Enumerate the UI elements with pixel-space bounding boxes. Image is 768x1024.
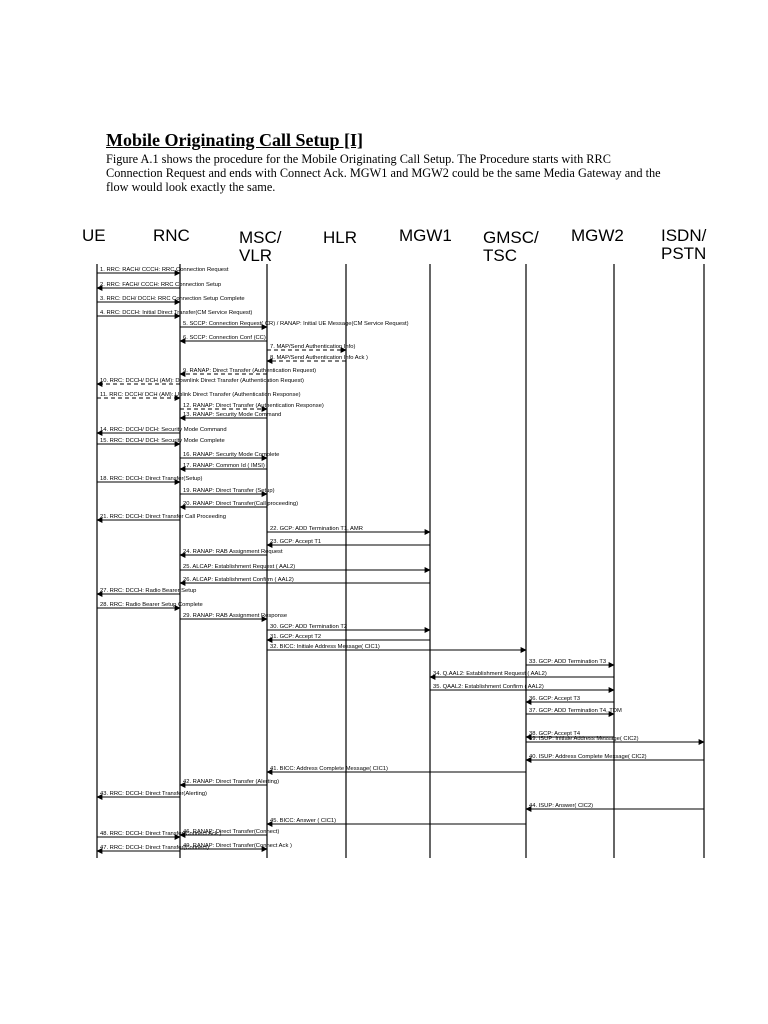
message-17: [180, 463, 267, 469]
message-label: 3. RRC: DCH/ DCCH: RRC Connection Setup Complete: [100, 296, 245, 302]
message-label: 36. GCP: Accept T3: [529, 696, 581, 702]
page-title: Mobile Originating Call Setup [I]: [106, 130, 364, 150]
message-49: [180, 843, 292, 849]
message-label: 46. RANAP: Direct Transfer(Connect): [183, 829, 280, 835]
message-label: 38. GCP: Accept T4: [529, 731, 581, 737]
entity-label-line: MGW2: [571, 226, 624, 245]
entity-label-mgw1: [399, 226, 452, 245]
message-24: [180, 549, 283, 555]
message-4: [97, 310, 252, 316]
entity-label-line: MSC/: [239, 228, 282, 247]
message-label: 43. RRC: DCCH: Direct Transfer(Alerting): [100, 791, 207, 797]
message-label: 37. GCP: ADD Termination T4, TDM: [529, 708, 622, 714]
message-label: 33. GCP: ADD Termination T3: [529, 659, 607, 665]
message-29: [180, 613, 287, 619]
message-36: [526, 696, 614, 702]
entity-label-line: TSC: [483, 246, 517, 265]
message-11: [97, 392, 301, 398]
message-label: 15. RRC: DCCH/ DCH: Security Mode Complete: [100, 438, 225, 444]
message-label: 30. GCP: ADD Termination T2: [270, 624, 348, 630]
message-label: 45. BICC: Answer ( CIC1): [270, 818, 337, 824]
message-label: 41. BICC: Address Complete Message( CIC1): [270, 766, 388, 772]
message-1: [97, 267, 229, 273]
message-13: [180, 412, 281, 418]
message-18: [97, 476, 203, 482]
entity-label-line: VLR: [239, 246, 273, 265]
message-25: [180, 564, 430, 570]
message-48: [97, 831, 222, 837]
message-label: 14. RRC: DCCH/ DCH: Security Mode Command: [100, 427, 227, 433]
message-label: 35. QAAL2: Establishment Confirm ( AAL2): [433, 684, 544, 690]
message-5: [180, 321, 409, 327]
message-label: 48. RRC: DCCH: Direct Transfer(Connect Ack ): [100, 831, 222, 837]
message-33: [526, 659, 614, 665]
message-34: [430, 671, 614, 677]
message-12: [180, 403, 324, 409]
message-label: 17. RANAP: Common Id ( IMSI): [183, 463, 265, 469]
message-label: 23. GCP: Accept T1: [270, 539, 322, 545]
message-label: 42. RANAP: Direct Transfer (Alerting): [183, 779, 279, 785]
message-label: 12. RANAP: Direct Transfer (Authentication Response): [183, 403, 324, 409]
entity-label-ue: [82, 226, 106, 245]
message-8: [267, 355, 368, 361]
entity-label-gmsc: [483, 228, 539, 265]
entity-label-mgw2: [571, 226, 624, 245]
message-39: [526, 736, 704, 742]
message-label: 32. BICC: Initiale Address Message( CIC1): [270, 644, 380, 650]
entity-label-line: ISDN/: [661, 226, 707, 245]
message-label: 21. RRC: DCCH: Direct Transfer Call Proceeding: [100, 514, 226, 520]
message-label: 47. RRC: DCCH: Direct Transfer(Connect): [100, 845, 209, 851]
message-label: 31. GCP: Accept T2: [270, 634, 322, 640]
message-19: [180, 488, 275, 494]
message-31: [267, 634, 430, 640]
entity-label-msc: [239, 228, 282, 265]
entity-label-rnc: [153, 226, 190, 245]
message-30: [267, 624, 430, 630]
message-label: 4. RRC: DCCH: Initial Direct Transfer(CM Service Request): [100, 310, 253, 316]
message-label: 27. RRC: DCCH: Radio Bearer Setup: [100, 588, 197, 594]
message-26: [180, 577, 430, 583]
entity-label-line: UE: [82, 226, 106, 245]
message-22: [267, 526, 430, 532]
message-label: 26. ALCAP: Establishment Confirm ( AAL2): [183, 577, 294, 583]
entity-label-line: MGW1: [399, 226, 452, 245]
intro-paragraph: Figure A.1 shows the procedure for the Mobile Originating Call Setup. The Procedure starts with RRC Connection Request and ends with Connect Ack. MGW1 and MGW2 could be the same Media Gateway and the flow would look exactly the same.: [106, 152, 661, 194]
message-20: [180, 501, 298, 507]
entity-label-line: PSTN: [661, 244, 707, 263]
entity-label-line: RNC: [153, 226, 190, 245]
message-label: 29. RANAP: RAB Assignment Response: [183, 613, 288, 619]
message-32: [267, 644, 526, 650]
entity-label-line: HLR: [323, 228, 358, 247]
message-40: [526, 754, 704, 760]
entity-label-line: GMSC/: [483, 228, 539, 247]
message-label: 39. ISUP: Initiale Address Message( CIC2): [529, 736, 639, 742]
message-label: 10. RRC: DCCH/ DCH (AM): Downlink Direct Transfer (Authentication Request): [100, 378, 304, 384]
message-label: 9. RANAP: Direct Transfer (Authentication Request): [183, 368, 317, 374]
message-10: [97, 378, 304, 384]
message-label: 2. RRC: FACH/ CCCH: RRC Connection Setup: [100, 282, 222, 288]
message-45: [267, 818, 526, 824]
message-label: 44. ISUP: Answer( CIC2): [529, 803, 594, 809]
message-37: [526, 708, 622, 714]
message-label: 1. RRC: RACH/ CCCH: RRC Connection Request: [100, 267, 229, 273]
message-label: 28. RRC: Radio Bearer Setup Complete: [100, 602, 203, 608]
message-label: 49. RANAP: Direct Transfer(Connect Ack ): [183, 843, 292, 849]
message-15: [97, 438, 225, 444]
message-label: 19. RANAP: Direct Transfer (Setup): [183, 488, 275, 494]
message-label: 18. RRC: DCCH: Direct Transfer(Setup): [100, 476, 203, 482]
message-label: 34. Q.AAL2: Establishment Request ( AAL2): [433, 671, 547, 677]
message-44: [526, 803, 704, 809]
message-label: 13. RANAP: Security Mode Command: [183, 412, 282, 418]
message-16: [180, 452, 279, 458]
message-3: [97, 296, 245, 302]
message-9: [180, 368, 316, 374]
message-28: [97, 602, 203, 608]
message-7: [267, 344, 355, 350]
message-27: [97, 588, 196, 594]
message-6: [180, 335, 267, 341]
message-label: 20. RANAP: Direct Transfer(Call proceeding): [183, 501, 299, 507]
message-label: 24. RANAP: RAB Assignment Request: [183, 549, 283, 555]
message-label: 40. ISUP: Address Complete Message( CIC2): [529, 754, 647, 760]
message-43: [97, 791, 207, 797]
message-23: [267, 539, 430, 545]
message-2: [97, 282, 221, 288]
message-21: [97, 514, 226, 520]
message-label: 22. GCP: ADD Termination T1, AMR: [270, 526, 363, 532]
message-label: 8. MAP/Send Authentication Info Ack ): [270, 355, 368, 361]
entity-label-isdn: [661, 226, 707, 263]
message-label: 11. RRC: DCCH/ DCH (AM): Uplink Direct Transfer (Authentication Response): [100, 392, 301, 398]
message-41: [267, 766, 526, 772]
message-label: 7. MAP/Send Authentication Info): [270, 344, 356, 350]
message-35: [430, 684, 614, 690]
message-label: 16. RANAP: Security Mode Complete: [183, 452, 280, 458]
message-14: [97, 427, 227, 433]
message-label: 5. SCCP: Connection Request( CR) / RANAP: Initial UE Message(CM Service Request): [183, 321, 409, 327]
message-label: 6. SCCP: Connection Conf (CC): [183, 335, 266, 341]
message-label: 25. ALCAP: Establishment Request ( AAL2): [183, 564, 296, 570]
entity-label-hlr: [323, 228, 357, 247]
message-42: [180, 779, 279, 785]
